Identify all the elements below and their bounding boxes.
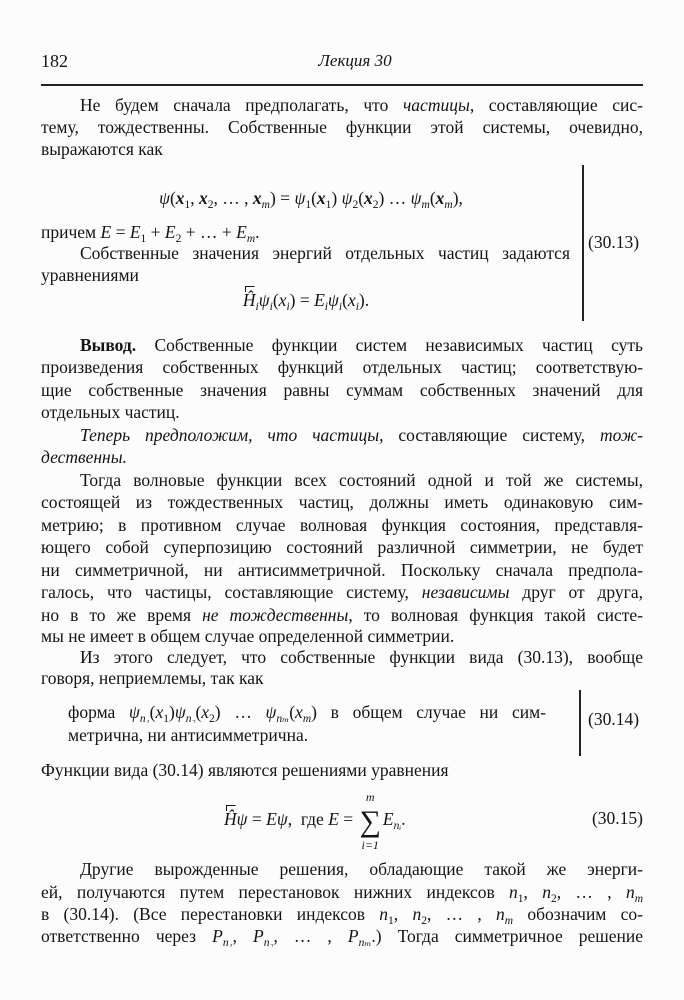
equation-line bbox=[41, 187, 581, 209]
hamiltonian-symbol: Ĥ bbox=[224, 809, 237, 829]
text-line bbox=[41, 401, 180, 423]
subscript: 1 bbox=[388, 915, 394, 925]
text-segment: x bbox=[278, 290, 287, 310]
text-segment: x bbox=[347, 290, 356, 310]
text-segment: ψ bbox=[328, 290, 339, 310]
text-line bbox=[41, 759, 449, 781]
text-segment: Ĥ bbox=[242, 290, 256, 310]
text-segment: x bbox=[155, 702, 164, 722]
text-line bbox=[41, 491, 643, 513]
text-segment: x bbox=[295, 702, 303, 722]
header-rule bbox=[41, 84, 643, 86]
text-segment: , … , bbox=[273, 926, 348, 946]
text-segment: ψ bbox=[129, 702, 140, 722]
text-segment: щие собственные значения равны суммам собственных значений для bbox=[41, 380, 643, 400]
subscript: 2 bbox=[550, 893, 557, 903]
text-segment: тож- bbox=[599, 425, 643, 445]
text-segment: n bbox=[496, 904, 505, 924]
text-line bbox=[41, 625, 454, 647]
subscript: 2 bbox=[175, 233, 182, 245]
text-segment: Функции вида (30.14) являются решениями уравнения bbox=[41, 760, 449, 780]
subscript: m bbox=[261, 199, 270, 211]
text-segment: ( bbox=[169, 188, 176, 208]
text-segment: тему, тождественны. Собственные функции этой системы, очевидно, bbox=[41, 117, 643, 137]
text-segment: ψ bbox=[294, 188, 306, 208]
text-segment: Не будем сначала предполагать, что bbox=[80, 95, 403, 115]
text-segment: x bbox=[252, 188, 262, 208]
text-segment: ψ bbox=[341, 188, 353, 208]
equation-30-15 bbox=[224, 790, 406, 852]
text-line bbox=[41, 116, 643, 138]
text-segment: n bbox=[412, 904, 422, 924]
text-segment: n bbox=[542, 882, 551, 902]
text-segment: ответственно через bbox=[41, 926, 213, 946]
text-segment: , … , bbox=[556, 882, 626, 902]
text-segment: . bbox=[255, 222, 260, 242]
running-title: Лекция 30 bbox=[318, 51, 392, 70]
sum-upper-limit: m bbox=[365, 790, 375, 804]
math-punct: . bbox=[401, 809, 406, 829]
text-segment: отдельных частиц. bbox=[41, 402, 180, 422]
subscript: i bbox=[286, 301, 290, 313]
subscript: i bbox=[255, 301, 259, 313]
text-segment: , составляющие систему, bbox=[379, 425, 600, 445]
text-segment: x bbox=[316, 188, 326, 208]
subscript: i bbox=[338, 301, 343, 313]
text-segment: галось, что частицы, составляющие систему, bbox=[41, 582, 422, 602]
text-segment: ) = bbox=[289, 290, 315, 310]
text-segment: Тогда волновые функции всех состояний одной и той же системы, bbox=[80, 470, 643, 490]
text-segment: ) bbox=[331, 188, 342, 208]
subscript: nₘ bbox=[276, 713, 290, 723]
text-segment: ей, получаются путем перестановок нижних индексов bbox=[41, 882, 510, 902]
subscript: 2 bbox=[352, 199, 359, 211]
text-segment: ( bbox=[342, 290, 348, 310]
text-segment: E bbox=[236, 222, 247, 242]
text-segment: друг от друга, bbox=[509, 582, 643, 602]
text-segment: уравнениями bbox=[41, 265, 139, 285]
subscript: n₂ bbox=[263, 937, 274, 947]
subscript: i bbox=[269, 301, 273, 313]
text-segment: форма bbox=[68, 702, 129, 722]
text-segment: = bbox=[111, 222, 130, 242]
text-segment: метрична, ни антисимметрична. bbox=[68, 725, 309, 745]
text-segment: x bbox=[175, 188, 185, 208]
text-segment: частицы bbox=[402, 95, 470, 115]
text-segment: x bbox=[435, 188, 445, 208]
text-line bbox=[41, 379, 643, 401]
equation-label-30-13: (30.13) bbox=[588, 232, 640, 252]
text-line bbox=[41, 446, 127, 468]
text-segment: ψ bbox=[258, 290, 270, 310]
text-segment: E bbox=[164, 222, 176, 242]
text-segment: ( bbox=[358, 188, 365, 208]
text-line bbox=[41, 356, 643, 378]
subscript: m bbox=[246, 233, 256, 245]
text-segment: в (30.14). (Все перестановки индексов bbox=[41, 904, 380, 924]
text-segment: ). bbox=[358, 290, 370, 310]
math-operator: = bbox=[247, 809, 267, 829]
text-segment: ( bbox=[429, 188, 436, 208]
subscript: i bbox=[324, 301, 328, 313]
text-segment: ψ bbox=[174, 702, 186, 722]
text-segment: Из этого следует, что собственные функции вида (30.13), вообще bbox=[80, 647, 643, 667]
text-segment: n bbox=[625, 882, 635, 902]
math-symbol: E bbox=[382, 809, 394, 829]
equation-label-30-15: (30.15) bbox=[591, 808, 643, 828]
equation-label-30-14: (30.14) bbox=[588, 709, 640, 729]
text-segment: x bbox=[364, 188, 373, 208]
text-line bbox=[41, 536, 643, 558]
text-segment: Вывод. bbox=[80, 335, 137, 355]
text-segment: , составляющие сис- bbox=[469, 95, 643, 115]
text-segment: ) bbox=[168, 702, 175, 722]
text-segment: обозначим со- bbox=[513, 904, 643, 924]
text-segment: ψ bbox=[265, 702, 277, 722]
text-segment: Собственные функции систем независимых частиц суть bbox=[136, 335, 643, 355]
math-symbol: ψ bbox=[276, 809, 288, 829]
subscript: m bbox=[444, 199, 453, 211]
equation-line bbox=[41, 289, 571, 311]
subscript: 1 bbox=[325, 199, 332, 211]
text-line bbox=[41, 581, 643, 603]
subscript: 1 bbox=[163, 713, 169, 723]
text-segment: ( bbox=[195, 702, 202, 722]
subscript: 1 bbox=[140, 233, 147, 245]
text-segment: независимы bbox=[421, 582, 510, 602]
subscript: 2 bbox=[207, 199, 214, 211]
text-segment: ψ bbox=[410, 188, 422, 208]
text-segment: говоря, неприемлемы, так как bbox=[41, 668, 264, 688]
equation-group-bar-30-13 bbox=[582, 165, 584, 321]
text-line bbox=[41, 667, 263, 689]
text-segment: , bbox=[232, 926, 253, 946]
text-segment: , bbox=[190, 188, 200, 208]
text-segment: E bbox=[129, 222, 141, 242]
text-segment: , … , bbox=[213, 188, 253, 208]
text-line bbox=[80, 94, 643, 116]
page-number: 182 bbox=[41, 51, 68, 71]
text-segment: произведения собственных функций отдельных частиц; соответствую- bbox=[41, 357, 643, 377]
text-segment: + bbox=[146, 222, 165, 242]
text-segment: n bbox=[509, 882, 518, 902]
text-line bbox=[41, 903, 643, 925]
text-line bbox=[68, 724, 308, 746]
text-segment: + … + bbox=[181, 222, 237, 242]
subscript: 1 bbox=[305, 199, 312, 211]
text-segment: ( bbox=[149, 702, 156, 722]
subscript: m bbox=[634, 893, 643, 903]
text-line bbox=[41, 264, 139, 286]
text-segment: P bbox=[253, 926, 264, 946]
text-segment: состоящей из тождественных частиц, должны иметь одинаковую сим- bbox=[41, 492, 643, 512]
equation-group-bar-30-14 bbox=[579, 690, 581, 756]
text-segment: Собственные значения энергий отдельных частиц задаются bbox=[80, 243, 570, 263]
text-line bbox=[80, 469, 643, 491]
text-segment: E bbox=[314, 290, 325, 310]
text-segment: x bbox=[201, 702, 210, 722]
text-line bbox=[80, 646, 643, 668]
sum-lower-limit: i=1 bbox=[361, 838, 379, 852]
subscript: 1 bbox=[184, 199, 191, 211]
text-segment: , … , bbox=[426, 904, 497, 924]
text-line bbox=[41, 604, 643, 626]
text-line bbox=[41, 138, 163, 160]
text-segment: , bbox=[393, 904, 413, 924]
text-segment: дественны. bbox=[41, 447, 127, 467]
text-segment: , bbox=[523, 882, 543, 902]
text-segment: ) … bbox=[378, 188, 411, 208]
text-line bbox=[80, 424, 643, 446]
text-line bbox=[41, 925, 643, 947]
text-segment: P bbox=[347, 926, 359, 946]
text-line bbox=[41, 881, 643, 903]
text-segment: , то волновая функция такой систе- bbox=[348, 605, 643, 625]
text-segment: E bbox=[100, 222, 112, 242]
text-segment: не тождественны bbox=[202, 605, 349, 625]
text-line bbox=[41, 221, 260, 243]
text-segment: причем bbox=[41, 222, 101, 242]
text-segment: мы не имеет в общем случае определенной симметрии. bbox=[41, 626, 455, 646]
sum-symbol: ∑ bbox=[359, 805, 381, 838]
text-segment: ( bbox=[311, 188, 317, 208]
text-segment: ), bbox=[452, 188, 463, 208]
subscript: m bbox=[421, 199, 430, 211]
math-text: , где bbox=[287, 809, 329, 829]
text-segment: Другие вырожденные решения, обладающие такой же энерги- bbox=[80, 859, 643, 879]
text-line bbox=[80, 242, 570, 264]
text-segment: ) … bbox=[214, 702, 266, 722]
subscript: 2 bbox=[209, 713, 215, 723]
subscript: nₘ bbox=[358, 937, 372, 947]
text-segment: выражаются как bbox=[41, 139, 163, 159]
text-segment: ψ bbox=[159, 188, 170, 208]
math-subscript: nᵢ bbox=[393, 820, 402, 832]
text-segment: ) = bbox=[269, 188, 295, 208]
text-segment: ни симметричной, ни антисимметричной. Поскольку сначала предпола- bbox=[41, 560, 643, 580]
subscript: n₁ bbox=[222, 937, 233, 947]
math-symbol: ψ bbox=[236, 809, 248, 829]
text-segment: ( bbox=[289, 702, 296, 722]
math-operator: = bbox=[338, 809, 358, 829]
subscript: n₁ bbox=[139, 713, 150, 723]
text-line bbox=[41, 559, 643, 581]
subscript: i bbox=[355, 301, 359, 313]
subscript: 2 bbox=[372, 199, 379, 211]
subscript: 1 bbox=[517, 893, 524, 903]
text-line bbox=[41, 514, 643, 536]
text-line bbox=[80, 858, 643, 880]
subscript: m bbox=[302, 713, 312, 723]
math-symbol: E bbox=[266, 809, 277, 829]
text-segment: ( bbox=[272, 290, 279, 310]
text-line bbox=[80, 334, 643, 356]
text-segment: ющего собой суперпозицию состояний различной симметрии, не будет bbox=[41, 537, 643, 557]
text-segment: n bbox=[379, 904, 389, 924]
text-segment: Теперь предположим, что частицы bbox=[80, 425, 380, 445]
subscript: n₂ bbox=[185, 713, 196, 723]
text-segment: x bbox=[199, 188, 208, 208]
text-segment: .) Тогда симметричное решение bbox=[371, 926, 643, 946]
summation-sign bbox=[359, 790, 381, 852]
math-symbol: E bbox=[328, 809, 339, 829]
text-segment: ) в общем случае ни сим- bbox=[311, 702, 546, 722]
text-segment: P bbox=[212, 926, 223, 946]
subscript: m bbox=[504, 915, 514, 925]
subscript: 2 bbox=[421, 915, 427, 925]
text-segment: метрию; в противном случае волновая функция состояния, представля- bbox=[41, 515, 643, 535]
text-segment: но в то же время bbox=[41, 605, 203, 625]
text-line bbox=[68, 701, 546, 723]
